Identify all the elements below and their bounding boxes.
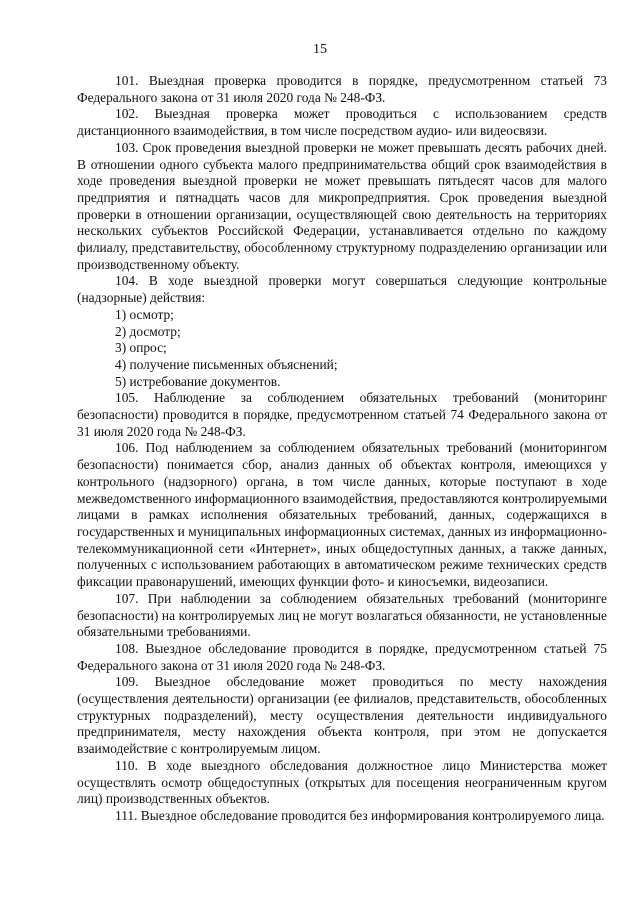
document-body bbox=[77, 73, 607, 825]
list-item: 1) осмотр; bbox=[115, 306, 174, 322]
list-item: 5) истребование документов. bbox=[115, 373, 281, 389]
paragraph-111: 111. Выездное обследование проводится без информирования контролируемого лица. bbox=[115, 807, 605, 823]
paragraph-110: 110. В ходе выездного обследования должностное лицо Министерства может осуществлять осмотр общедоступных (открытых для посещения неограниченным кругом лиц) производственных объектов. bbox=[77, 757, 607, 807]
paragraph-105: 105. Наблюдение за соблюдением обязательных требований (мониторинг безопасности) проводится в порядке, предусмотренном статьей 74 Федерального закона от 31 июля 2020 года № 248-ФЗ. bbox=[77, 390, 607, 439]
paragraph-101: 101. Выездная проверка проводится в порядке, предусмотренном статьей 73 Федерального закона от 31 июля 2020 года № 248-ФЗ. bbox=[77, 73, 607, 105]
paragraph-108: 108. Выездное обследование проводится в порядке, предусмотренном статьей 75 Федерального закона от 31 июля 2020 года № 248-ФЗ. bbox=[77, 640, 607, 673]
paragraph-109: 109. Выездное обследование может проводиться по месту нахождения (осуществления деятельности) организации (ее филиалов, представительств, обособленных структурных подразделений), месту осуществления деятельности индивидуального предпринимателя, месту нахождения объекта контроля, при этом не допускается взаимодействие с контролируемым лицом. bbox=[77, 674, 607, 757]
page-number: 15 bbox=[313, 42, 327, 57]
list-item: 4) получение письменных объяснений; bbox=[115, 356, 338, 372]
paragraph-104: 104. В ходе выездной проверки могут совершаться следующие контрольные (надзорные) действия: bbox=[77, 273, 607, 306]
paragraph-103: 103. Срок проведения выездной проверки не может превышать десять рабочих дней. В отношении одного субъекта малого предпринимательства общий срок взаимодействия в ходе проведения выездной проверки не может превышать пятьдесят часов для малого предприятия и пятнадцать часов для микропредприятия. Срок проведения выездной проверки в отношении организации, осуществляющей свою деятельность на территориях нескольких субъектов Российской Федерации, устанавливается отдельно по каждому филиалу, представительству, обособленному структурному подразделению организации или производственному объекту. bbox=[77, 139, 607, 272]
list-item: 2) досмотр; bbox=[115, 323, 181, 339]
paragraph-102: 102. Выездная проверка может проводиться с использованием средств дистанционного взаимодействия, в том числе посредством аудио- или видеосвязи. bbox=[77, 106, 607, 139]
list-item: 3) опрос; bbox=[115, 340, 167, 356]
paragraph-106: 106. Под наблюдением за соблюдением обязательных требований (мониторингом безопасности) понимается сбор, анализ данных об объектах контроля, имеющихся у контрольного (надзорного) органа, в том числе данных, которые поступают в ходе межведомственного информационного взаимодействия, предоставляются контролируемыми лицами в рамках исполнения обязательных требований, данных, содержащихся в государственных и муниципальных информационных системах, данных из информационно-телекоммуникационной сети «Интернет», иных общедоступных данных, а также данных, полученных с использованием работающих в автоматическом режиме технических средств фиксации правонарушений, имеющих функции фото- и киносъемки, видеозаписи. bbox=[77, 440, 607, 590]
paragraph-107: 107. При наблюдении за соблюдением обязательных требований (мониторинге безопасности) на контролируемых лиц не могут возлагаться обязанности, не установленные обязательными требованиями. bbox=[77, 590, 607, 640]
